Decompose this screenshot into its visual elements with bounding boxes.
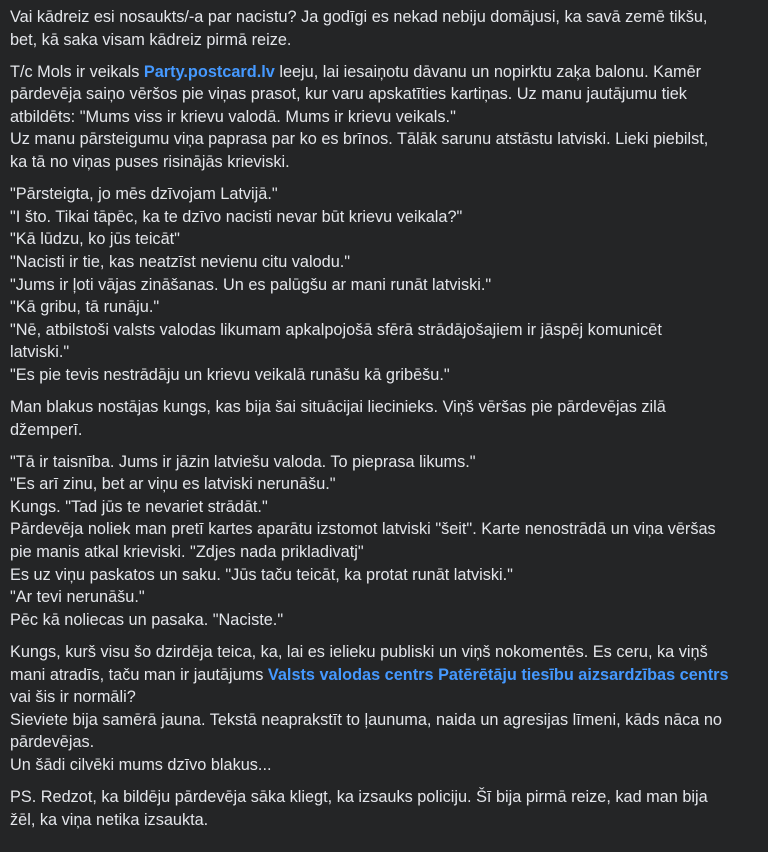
- text-line: žēl, ka viņa netika izsaukta.: [10, 810, 209, 829]
- text-line: Kungs, kurš visu šo dzirdēja teica, ka, lai es ielieku publiski un viņš nokomentēs. Es ceru, ka viņš: [10, 642, 708, 661]
- text-line: "Kā gribu, tā runāju.": [10, 298, 160, 317]
- text-segment: T/c Mols ir veikals: [10, 62, 144, 81]
- text-line: pie manis atkal krieviski. "Zdjes nada prikladivatj": [10, 543, 364, 562]
- text-line: bet, kā saka visam kādreiz pirmā reize.: [10, 30, 292, 49]
- text-line: "Nacisti ir tie, kas neatzīst nevienu citu valodu.": [10, 252, 351, 271]
- text-line: latviski.": [10, 343, 70, 362]
- post-paragraph-question: [10, 641, 758, 777]
- link-valsts-valodas-centrs[interactable]: Valsts valodas centrs: [267, 665, 434, 684]
- text-line: Es uz viņu paskatos un saku. "Jūs taču teicāt, ka protat runāt latviski.": [10, 565, 513, 584]
- text-line: Pēc kā noliecas un pasaka. "Naciste.": [10, 610, 284, 629]
- text-line: džemperī.: [10, 420, 83, 439]
- post-paragraph-shop: [10, 61, 758, 174]
- text-line: "Nē, atbilstoši valsts valodas likumam apkalpojošā sfērā strādājošajiem ir jāspēj komunicēt: [10, 320, 662, 339]
- post-paragraph-dialogue-1: [10, 183, 758, 386]
- text-line: "Pārsteigta, jo mēs dzīvojam Latvijā.": [10, 185, 278, 204]
- text-line: "Tā ir taisnība. Jums ir jāzin latviešu valoda. To pieprasa likums.": [10, 452, 476, 471]
- text-line: [10, 664, 758, 687]
- text-line: "Es arī zinu, bet ar viņu es latviski nerunāšu.": [10, 475, 336, 494]
- post-paragraph-ps: [10, 786, 758, 831]
- text-segment: leeju, lai iesaiņotu dāvanu un nopirktu zaķa balonu. Kamēr: [274, 62, 702, 81]
- text-line: Kungs. "Tad jūs te nevariet strādāt.": [10, 497, 268, 516]
- post-body: [10, 6, 758, 841]
- text-line: atbildēts: "Mums viss ir krievu valodā. Mums ir krievu veikals.": [10, 107, 456, 126]
- text-line: Uz manu pārsteigumu viņa paprasa par ko es brīnos. Tālāk sarunu atstāstu latviski. Lieki piebilst,: [10, 130, 709, 149]
- post-paragraph-dialogue-2: [10, 451, 758, 632]
- link-party-postcard[interactable]: Party.postcard.lv: [143, 62, 275, 81]
- text-line: Pārdevēja noliek man pretī kartes aparātu izstomot latviski "šeit". Karte nenostrādā un viņa vēršas: [10, 520, 716, 539]
- text-line: "I što. Tikai tāpēc, ka te dzīvo nacisti nevar būt krievu veikala?": [10, 207, 463, 226]
- text-line: PS. Redzot, ka bildēju pārdevēja sāka kliegt, ka izsauks policiju. Šī bija pirmā reize, kad man bija: [10, 788, 708, 806]
- text-line: Un šādi cilvēki mums dzīvo blakus...: [10, 755, 272, 774]
- text-line: Sieviete bija samērā jauna. Tekstā neaprakstīt to ļaunuma, naida un agresijas līmeni, kāds nāca no: [10, 710, 722, 729]
- text-line: [10, 61, 758, 84]
- text-segment: mani atradīs, taču man ir jautājums: [10, 665, 268, 684]
- text-line: "Es pie tevis nestrādāju un krievu veikalā runāšu kā gribēšu.": [10, 365, 450, 384]
- text-line: Vai kādreiz esi nosaukts/-a par nacistu? Ja godīgi es nekad nebiju domājusi, ka savā zemē tikšu,: [10, 8, 708, 26]
- text-line: Man blakus nostājas kungs, kas bija šai situācijai liecinieks. Viņš vēršas pie pārdevējas zilā: [10, 398, 666, 416]
- text-line: ka tā no viņas puses risinājās krieviski.: [10, 153, 290, 172]
- text-line: pārdevēja saiņo vēršos pie viņas prasot, kur varu apskatīties kartiņas. Uz manu jautājumu tiek: [10, 85, 687, 104]
- text-line: pārdevējas.: [10, 733, 95, 752]
- text-line: "Jums ir ļoti vājas zināšanas. Un es palūgšu ar mani runāt latviski.": [10, 275, 492, 294]
- text-line: "Ar tevi nerunāšu.": [10, 588, 145, 607]
- text-line: "Kā lūdzu, ko jūs teicāt": [10, 230, 180, 249]
- post-paragraph-intro: [10, 6, 758, 51]
- post-paragraph-witness: [10, 396, 758, 441]
- text-line: vai šis ir normāli?: [10, 688, 136, 707]
- link-pateretaju-tiesibu-centrs[interactable]: Patērētāju tiesību aizsardzības centrs: [438, 665, 729, 684]
